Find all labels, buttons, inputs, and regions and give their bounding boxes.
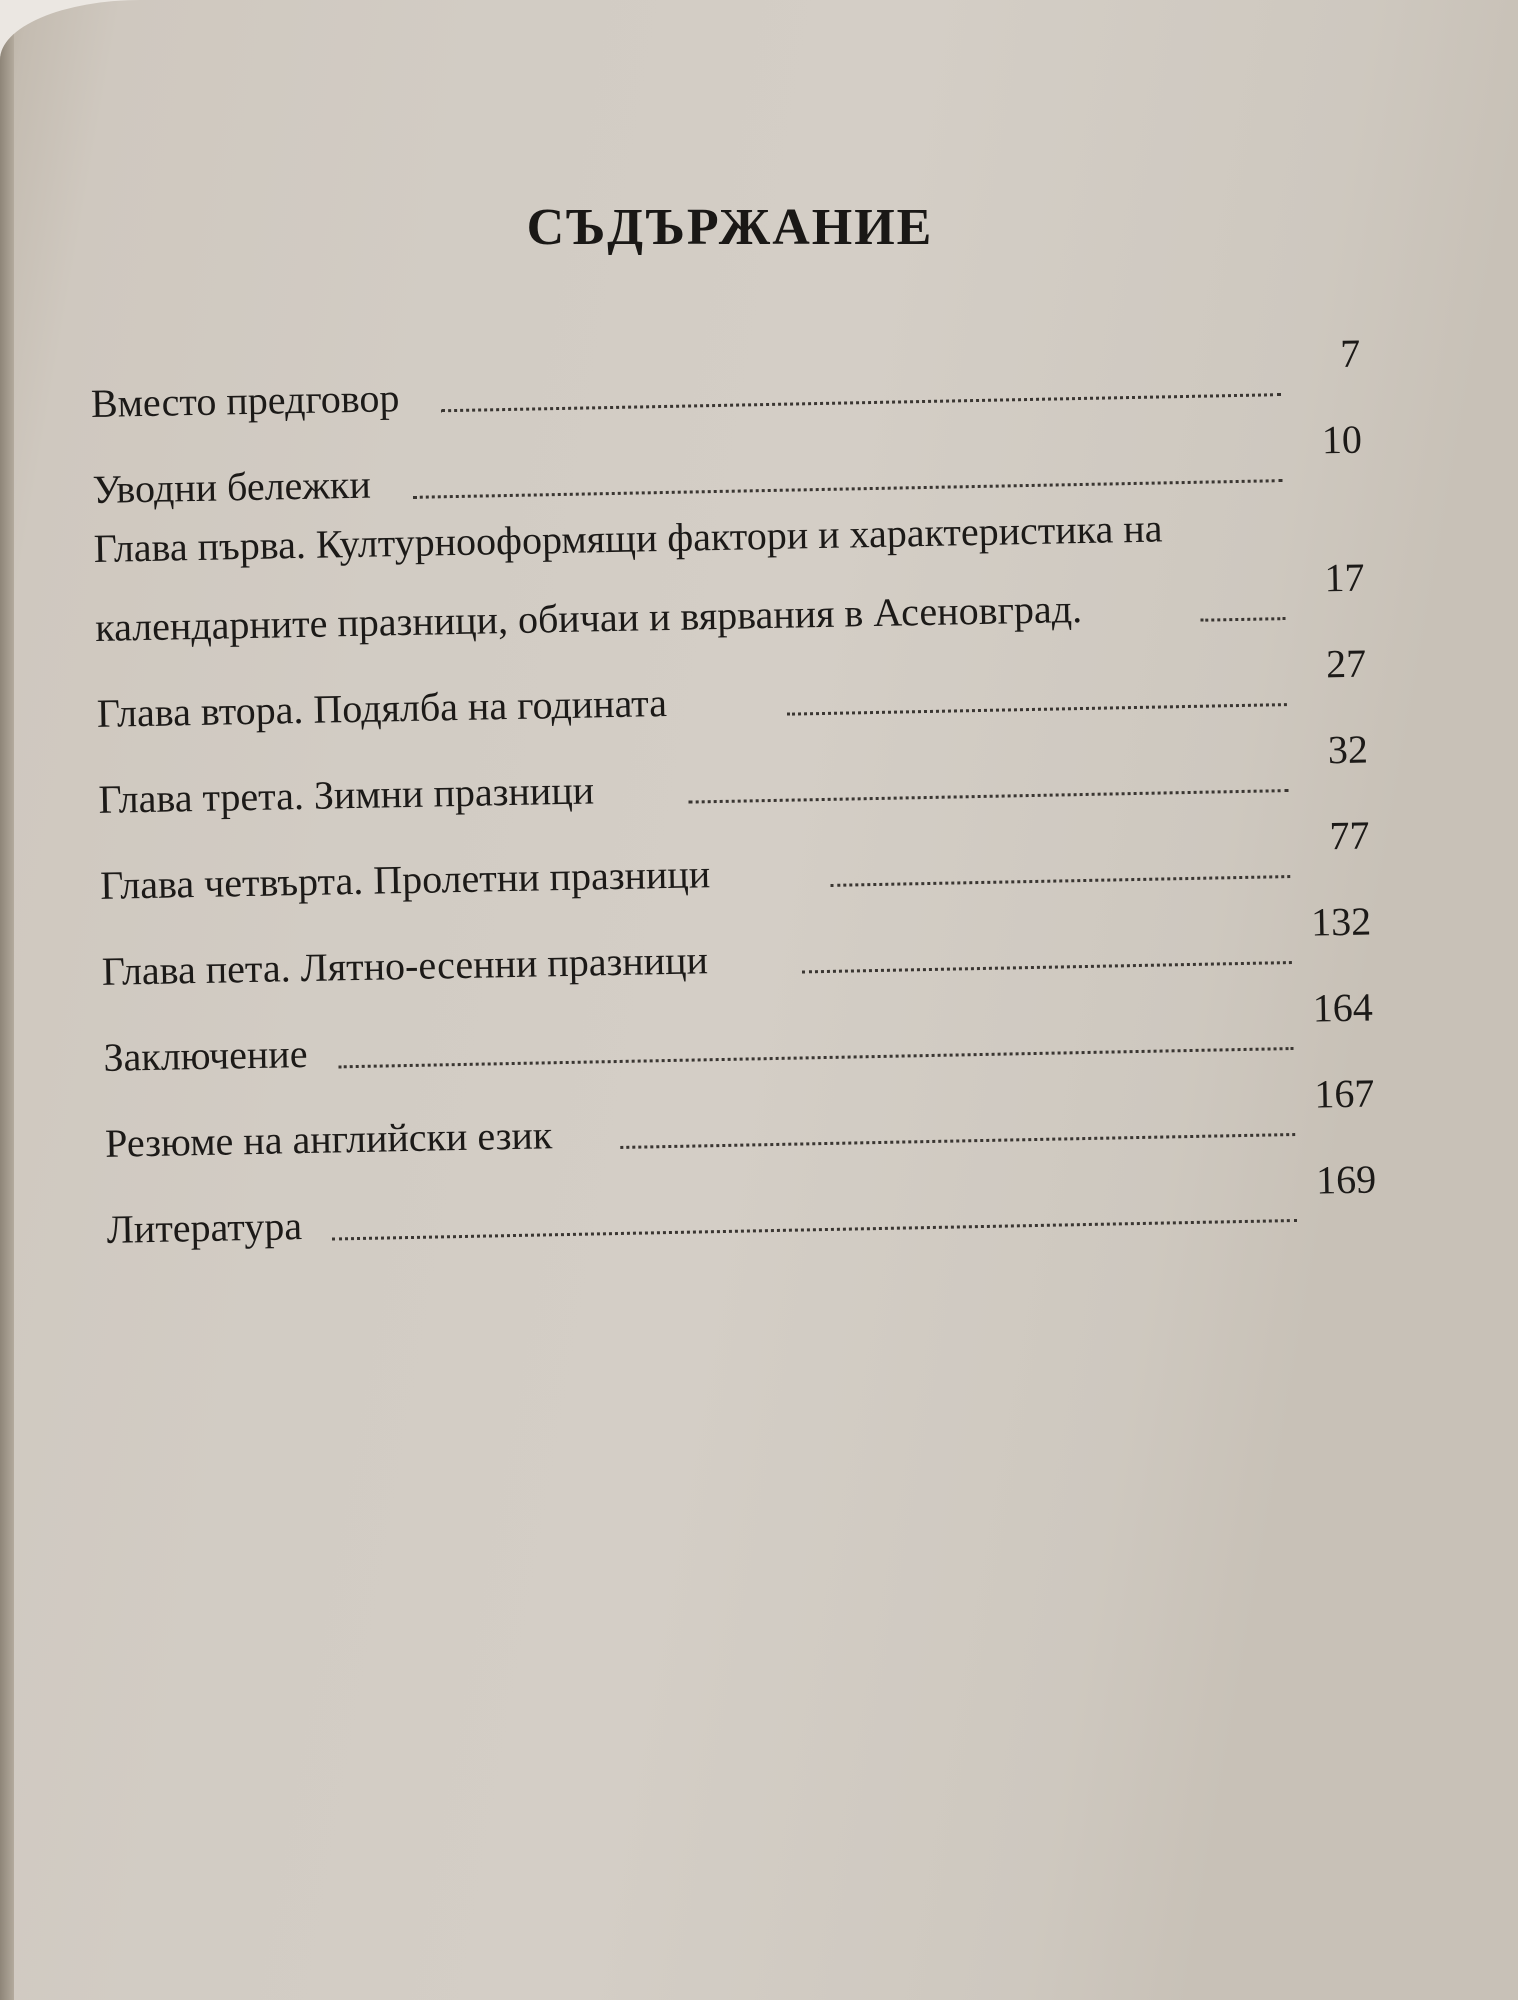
table-of-contents: [90, 331, 1377, 1267]
toc-entry-3: [93, 503, 1365, 665]
toc-entry-title-line1: Глава първа. Културнооформящи фактори и характеристика на: [93, 505, 1163, 571]
toc-entry-page: 132: [1310, 898, 1372, 945]
dot-leader: [332, 1219, 1297, 1241]
toc-entry-title: Глава пета. Лятно-есенни празници: [101, 937, 709, 994]
toc-entry-title: Заключение: [103, 1030, 308, 1080]
toc-entry-title: календарните празници, обичаи и вярвания в Асеновград.: [94, 586, 1083, 650]
toc-entry-title: Вместо предговор: [90, 375, 400, 426]
dot-leader: [802, 961, 1292, 973]
dot-leader: [339, 1047, 1294, 1068]
toc-entry-page: 10: [1321, 416, 1363, 463]
dot-leader: [830, 875, 1290, 887]
toc-entry-title: Литература: [106, 1203, 303, 1252]
dot-leader: [620, 1133, 1295, 1149]
toc-entry-title: Резюме на английски език: [104, 1112, 553, 1166]
toc-entry-title: Глава четвърта. Пролетни празници: [99, 851, 711, 908]
toc-entry-title: Глава втора. Подялба на годината: [96, 679, 668, 736]
dot-leader: [441, 393, 1281, 412]
toc-entry-page: 32: [1327, 726, 1369, 773]
toc-entry-page: 167: [1313, 1070, 1375, 1117]
toc-entry-title: Уводни бележки: [92, 461, 372, 512]
dot-leader: [413, 479, 1283, 499]
toc-entry-title: Глава трета. Зимни празници: [98, 767, 595, 822]
toc-entry-page: 17: [1324, 554, 1365, 601]
toc-entry-page: 7: [1339, 330, 1361, 376]
dot-leader: [689, 789, 1289, 804]
toc-entry-page: 169: [1315, 1156, 1377, 1203]
toc-entry-page: 164: [1312, 984, 1374, 1031]
dot-leader: [787, 703, 1287, 716]
toc-entry-page: 27: [1325, 640, 1367, 687]
toc-entry-page: 77: [1329, 812, 1370, 859]
dot-leader: [1200, 617, 1285, 622]
page-title: СЪДЪРЖАНИЕ: [526, 199, 934, 256]
